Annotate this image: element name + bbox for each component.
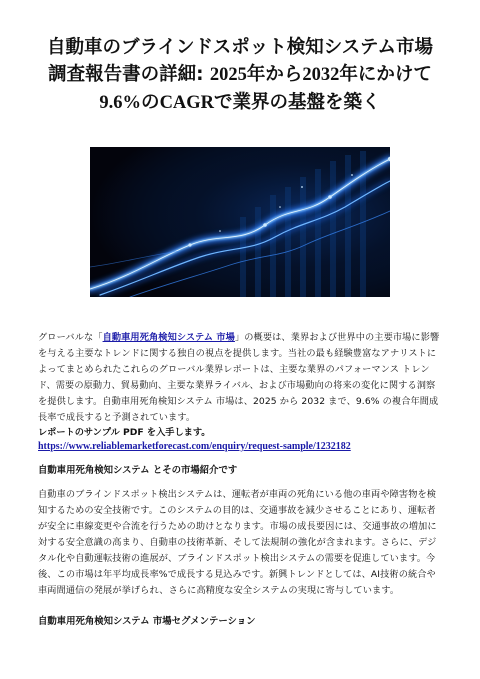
intro-body: 」の概要は、業界および世界中の主要市場に影響を与える主要なトレンドに関する独自の視点を提供します。当社の最も経験豊富なアナリストによってまとめられたこれらのグローバル業界レポートは、主要な業界のパフォーマンス トレンド、需要の原動力、貿易動向、主要な業界ライバル、および市場動向の将来の変化に関する洞察を提供します。自動車用死角検知システム 市場は、2025 から 2032 まで、9.6% の複合年間成長率で成長すると予測されています。 xyxy=(38,332,440,423)
title-line-2-a: 調査報告書の詳細: xyxy=(48,64,210,85)
page-title xyxy=(24,34,456,117)
title-line-2-c: 年から xyxy=(246,64,303,85)
title-line-3 xyxy=(24,89,456,117)
sample-heading: レポートのサンプル PDF を入手します。 xyxy=(38,427,211,438)
title-line-3-b: の xyxy=(141,92,160,113)
title-line-3-a: 9.6% xyxy=(99,93,142,113)
title-line-1: 自動車のブラインドスポット検知システム市場 xyxy=(47,37,433,58)
market-report-link[interactable]: 自動車用死角検知システム 市場 xyxy=(102,332,235,343)
introduction-paragraph: 自動車のブラインドスポット検出システムは、運転者が車両の死角にいる他の車両や障害物を検知するための安全技術です。このシステムの目的は、交通事故を減少させることにあり、運転者が安全に車線変更や合流を行うための助けとなります。市場の成長要因には、交通事故の増加に対する安全意識の高まり、自動車の技術革新、そして法規制の強化が含まれます。さらに、デジタル化や自動運転技術の進展が、ブラインドスポット検出システムの需要を促進しています。今後、この市場は年平均成長率%で成長する見込みです。新興トレンドとしては、AI技術の統合や車両間通信の発展が挙げられ、さらに高精度な安全システムの実現に寄与しています。 xyxy=(38,489,437,596)
title-line-2-e: 年にかけて xyxy=(339,64,432,85)
title-line-2-d: 2032 xyxy=(302,65,340,85)
title-line-3-c: CAGR xyxy=(159,93,215,113)
rising-light-trend-image xyxy=(90,147,390,297)
section-heading-segmentation: 自動車用死角検知システム 市場セグメンテーション xyxy=(38,616,256,627)
title-line-3-d: で業界の基盤を築く xyxy=(214,92,381,113)
sample-request-block xyxy=(38,426,443,454)
title-line-2 xyxy=(24,61,456,89)
title-line-2-b: 2025 xyxy=(209,65,247,85)
section-heading-introduction: 自動車用死角検知システム とその市場紹介です xyxy=(38,465,238,476)
sample-request-link[interactable]: https://www.reliablemarketforecast.com/enquiry/request-sample/1232182 xyxy=(38,441,351,452)
intro-paragraph xyxy=(38,330,443,426)
intro-prefix: グローバルな「 xyxy=(38,332,103,343)
